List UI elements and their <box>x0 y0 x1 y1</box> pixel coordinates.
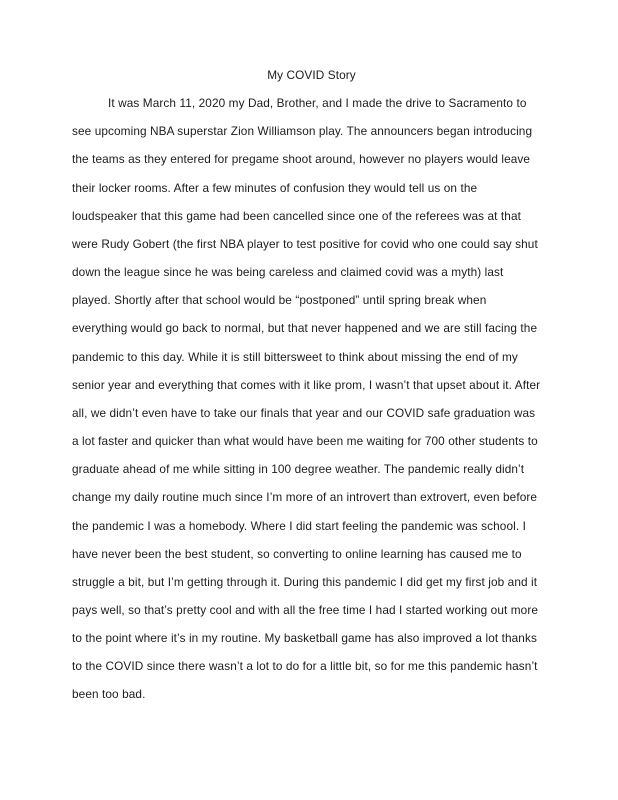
essay-line: graduate ahead of me while sitting in 100 degree weather. The pandemic really didn’t <box>72 462 525 477</box>
essay-line: struggle a bit, but I’m getting through it. During this pandemic I did get my first job and it <box>72 574 538 589</box>
essay-line: the pandemic I was a homebody. Where I did start feeling the pandemic was school. I <box>72 518 526 533</box>
essay-line: to the point where it’s in my routine. My basketball game has also improved a lot thanks <box>72 631 537 646</box>
essay-line: been too bad. <box>72 687 146 702</box>
essay-line: the teams as they entered for pregame shoot around, however no players would leave <box>72 152 531 167</box>
essay-line: a lot faster and quicker than what would have been me waiting for 700 other students to <box>72 434 538 449</box>
essay-line: loudspeaker that this game had been cancelled since one of the referees was at that <box>72 208 522 223</box>
essay-line: everything would go back to normal, but that never happened and we are still facing the <box>72 321 538 336</box>
essay-line: to the COVID since there wasn’t a lot to do for a little bit, so for me this pandemic hasn’t <box>72 659 538 674</box>
essay-line: down the league since he was being careless and claimed covid was a myth) last <box>72 265 504 280</box>
essay-line: were Rudy Gobert (the first NBA player to test positive for covid who one could say shut <box>72 236 538 251</box>
essay-line: change my daily routine much since I’m more of an introvert than extrovert, even before <box>72 490 538 505</box>
essay-line: pandemic to this day. While it is still bittersweet to think about missing the end of my <box>72 349 518 364</box>
essay-line: all, we didn’t even have to take our finals that year and our COVID safe graduation was <box>72 405 536 420</box>
essay-line: have never been the best student, so converting to online learning has caused me to <box>72 546 522 561</box>
essay-line: It was March 11, 2020 my Dad, Brother, and I made the drive to Sacramento to <box>108 96 527 111</box>
essay-line: their locker rooms. After a few minutes of confusion they would tell us on the <box>72 180 478 195</box>
essay-line: senior year and everything that comes with it like prom, I wasn’t that upset about it. After <box>72 377 541 392</box>
essay-line: see upcoming NBA superstar Zion Williamson play. The announcers began introducing <box>72 124 533 139</box>
essay-body <box>72 61 551 709</box>
essay-line: played. Shortly after that school would be “postponed” until spring break when <box>72 293 487 308</box>
document-title: My COVID Story <box>267 68 356 82</box>
essay-line: pays well, so that’s pretty cool and with all the free time I had I started working out more <box>72 602 539 617</box>
